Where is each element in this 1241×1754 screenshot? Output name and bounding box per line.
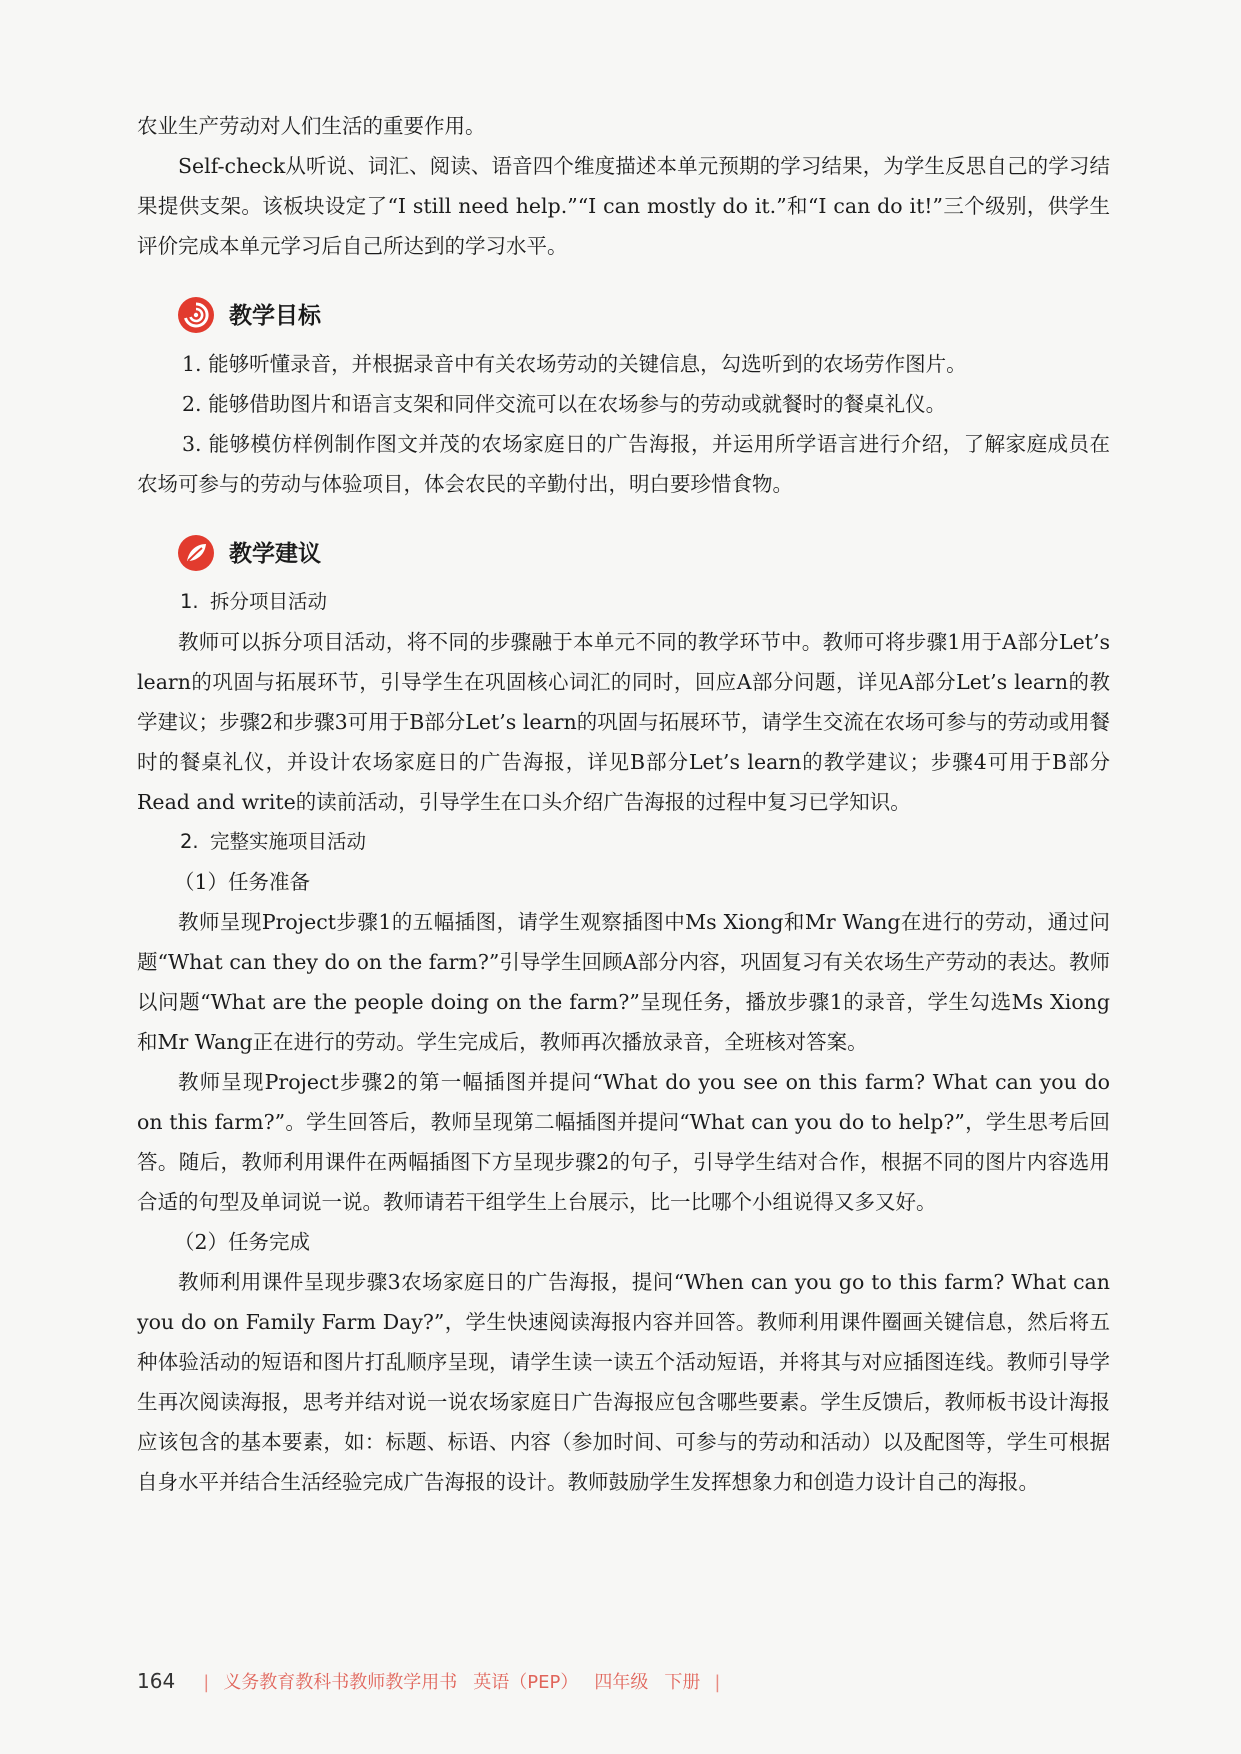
- subheading-2-number: 2.: [180, 830, 199, 853]
- task-2-paragraph-1: 教师利用课件呈现步骤3农场家庭日的广告海报，提问“When can you go to this farm? What can you do on Family Farm Day?”，学生快速阅读海报内容并回答。教师利用课件圈画关键信息，然后将五种体验活动的短语和图片打乱顺序呈现，请学生读一读五个活动短语，并将其与对应插图连线。教师引导学生再次阅读海报，思考并结对说一说农场家庭日广告海报应包含哪些要素。学生反馈后，教师板书设计海报应该包含的基本要素，如：标题、标语、内容（参加时间、可参与的劳动和活动）以及配图等，学生可根据自身水平并结合生活经验完成广告海报的设计。教师鼓励学生发挥想象力和创造力设计自己的海报。: [137, 1270, 1110, 1494]
- task-1-paragraph-1: 教师呈现Project步骤1的五幅插图，请学生观察插图中Ms Xiong和Mr Wang在进行的劳动，通过问题“What can they do on the farm?”引导学生回顾A部分内容，巩固复习有关农场生产劳动的表达。教师以问题“What are the people doing on the farm?”呈现任务，播放步骤1的录音，学生勾选Ms Xiong和Mr Wang正在进行的劳动。学生完成后，教师再次播放录音，全班核对答案。: [137, 910, 1110, 1054]
- task-1-paragraph-2: 教师呈现Project步骤2的第一幅插图并提问“What do you see on this farm? What can you do on this farm?”。学生回答后，教师呈现第二幅插图并提问“What can you do to help?”，学生思考后回答。随后，教师利用课件在两幅插图下方呈现步骤2的句子，引导学生结对合作，根据不同的图片内容选用合适的句型及单词说一说。教师请若干组学生上台展示，比一比哪个小组说得又多又好。: [137, 1070, 1110, 1214]
- task-heading-2: （2）任务完成: [174, 1230, 311, 1254]
- subheading-2: [137, 822, 1110, 862]
- intro-paragraph-2: Self-check从听说、词汇、阅读、语音四个维度描述本单元预期的学习结果，为学生反思自己的学习结果提供支架。该板块设定了“I still need help.”“I can mostly do it.”和“I can do it!”三个级别，供学生评价完成本单元学习后自己所达到的学习水平。: [137, 154, 1110, 258]
- page-content: [137, 106, 1110, 1502]
- page-footer: [137, 1664, 1037, 1698]
- goal-item-2: 2. 能够借助图片和语言支架和同伴交流可以在农场参与的劳动或就餐时的餐桌礼仪。: [182, 392, 947, 416]
- page-number: 164: [137, 1669, 176, 1693]
- section-heading-suggestions: [137, 532, 1110, 576]
- split-activity-paragraph: 教师可以拆分项目活动，将不同的步骤融于本单元不同的教学环节中。教师可将步骤1用于A部分Let’s learn的巩固与拓展环节，引导学生在巩固核心词汇的同时，回应A部分问题，详见A部分Let’s learn的教学建议；步骤2和步骤3可用于B部分Let’s learn的巩固与拓展环节，请学生交流在农场可参与的劳动或用餐时的餐桌礼仪，并设计农场家庭日的广告海报，详见B部分Let’s learn的教学建议；步骤4可用于B部分Read and write的读前活动，引导学生在口头介绍广告海报的过程中复习已学知识。: [137, 630, 1110, 814]
- footer-divider-end: |: [714, 1672, 721, 1693]
- section-title-suggestions: 教学建议: [229, 541, 321, 567]
- leaf-icon: [177, 534, 215, 572]
- subheading-1-number: 1.: [180, 590, 199, 613]
- footer-volume: 下册: [664, 1672, 701, 1693]
- subheading-1: [137, 582, 1110, 622]
- intro-paragraph-1: 农业生产劳动对人们生活的重要作用。: [137, 114, 486, 138]
- subheading-2-label: 完整实施项目活动: [210, 830, 367, 853]
- task-heading-1: （1）任务准备: [174, 870, 311, 894]
- spiral-icon: [177, 296, 215, 334]
- footer-subject: 英语（PEP）: [473, 1672, 579, 1693]
- subheading-1-label: 拆分项目活动: [210, 590, 328, 613]
- section-title-goals: 教学目标: [229, 303, 321, 329]
- goal-item-1: 1. 能够听懂录音，并根据录音中有关农场劳动的关键信息，勾选听到的农场劳作图片。: [182, 352, 967, 376]
- footer-book-title: 义务教育教科书教师教学用书: [223, 1672, 458, 1693]
- footer-divider: |: [203, 1672, 210, 1693]
- footer-grade: 四年级: [594, 1672, 649, 1693]
- section-heading-goals: [137, 294, 1110, 338]
- goal-item-3: 3. 能够模仿样例制作图文并茂的农场家庭日的广告海报，并运用所学语言进行介绍，了解家庭成员在农场可参与的劳动与体验项目，体会农民的辛勤付出，明白要珍惜食物。: [137, 432, 1110, 496]
